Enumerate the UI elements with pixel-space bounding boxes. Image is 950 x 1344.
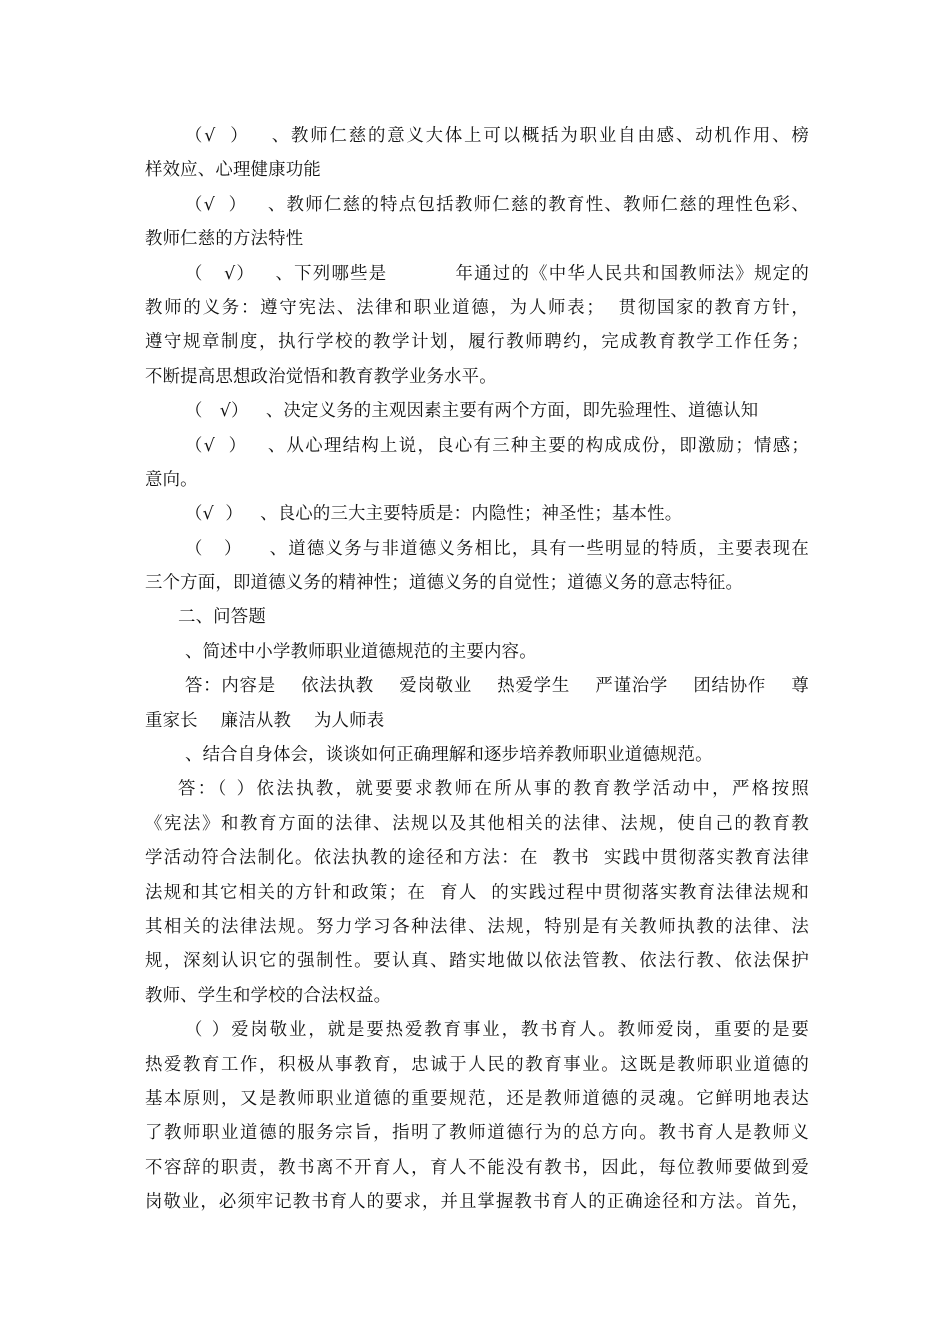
text-line: 、结合自身体会，谈谈如何正确理解和逐步培养教师职业道德规范。 bbox=[185, 745, 713, 766]
text-line: 三个方面，即道德义务的精神性；道德义务的自觉性；道德义务的意志特征。 bbox=[145, 573, 744, 594]
text-line: 答：（ ）依法执教，就要要求教师在所从事的教育教学活动中，严格按照 bbox=[178, 779, 809, 800]
text-line: （√ ） 、从心理结构上说，良心有三种主要的构成成份，即激励；情感； bbox=[185, 435, 809, 456]
text-line: （ ） 、道德义务与非道德义务相比，具有一些明显的特质，主要表现在 bbox=[185, 538, 809, 559]
text-line: 二、问答题 bbox=[178, 607, 266, 628]
text-line: 热爱教育工作，积极从事教育，忠诚于人民的教育事业。这既是教师职业道德的 bbox=[145, 1054, 809, 1075]
text-line: （ √） 、决定义务的主观因素主要有两个方面，即先验理性、道德认知 bbox=[185, 401, 759, 422]
document-body bbox=[145, 119, 809, 1220]
text-line: 基本原则，又是教师职业道德的重要规范，还是教师道德的灵魂。它鲜明地表达 bbox=[145, 1088, 809, 1109]
text-line: （√ ） 、良心的三大主要特质是：内隐性；神圣性；基本性。 bbox=[185, 504, 683, 525]
text-line: 、简述中小学教师职业道德规范的主要内容。 bbox=[185, 641, 537, 662]
text-line: 重家长 廉洁从教 为人师表 bbox=[145, 710, 385, 731]
text-line: 不容辞的职责，教书离不开育人，育人不能没有教书，因此，每位教师要做到爱 bbox=[145, 1157, 809, 1178]
text-line: 遵守规章制度，执行学校的教学计划，履行教师聘约，完成教育教学工作任务； bbox=[145, 332, 809, 353]
text-line: 意向。 bbox=[145, 469, 198, 490]
text-line: （ √） 、下列哪些是 年通过的《中华人民共和国教师法》规定的 bbox=[185, 263, 809, 284]
text-line: 答：内容是 依法执教 爱岗敬业 热爱学生 严谨治学 团结协作 尊 bbox=[185, 676, 809, 697]
text-line: 其相关的法律法规。努力学习各种法律、法规，特别是有关教师执教的法律、法 bbox=[145, 916, 809, 937]
text-line: （√ ） 、教师仁慈的意义大体上可以概括为职业自由感、动机作用、榜 bbox=[185, 126, 809, 146]
text-line: 了教师职业道德的服务宗旨，指明了教师道德行为的总方向。教书育人是教师义 bbox=[145, 1123, 809, 1144]
text-line: 《宪法》和教育方面的法律、法规以及其他相关的法律、法规，使自己的教育教 bbox=[145, 813, 809, 834]
text-line: 样效应、心理健康功能 bbox=[145, 160, 321, 181]
text-line: 不断提高思想政治觉悟和教育教学业务水平。 bbox=[145, 366, 497, 387]
text-line: （ ）爱岗敬业，就是要热爱教育事业，教书育人。教师爱岗，重要的是要 bbox=[185, 1020, 809, 1041]
text-line: 教师仁慈的方法特性 bbox=[145, 229, 304, 250]
text-line: 法规和其它相关的方针和政策；在 育人 的实践过程中贯彻落实教育法律法规和 bbox=[145, 882, 809, 903]
text-line: 岗敬业，必须牢记教书育人的要求，并且掌握教书育人的正确途径和方法。首先， bbox=[145, 1192, 809, 1213]
text-line: 教师、学生和学校的合法权益。 bbox=[145, 985, 392, 1006]
text-line: 规，深刻认识它的强制性。要认真、踏实地做以依法管教、依法行教、依法保护 bbox=[145, 951, 809, 972]
text-line: 教师的义务：遵守宪法、法律和职业道德，为人师表； 贯彻国家的教育方针， bbox=[145, 297, 809, 318]
text-line: （√ ） 、教师仁慈的特点包括教师仁慈的教育性、教师仁慈的理性色彩、 bbox=[185, 194, 809, 215]
text-line: 学活动符合法制化。依法执教的途径和方法：在 教书 实践中贯彻落实教育法律 bbox=[145, 848, 809, 869]
